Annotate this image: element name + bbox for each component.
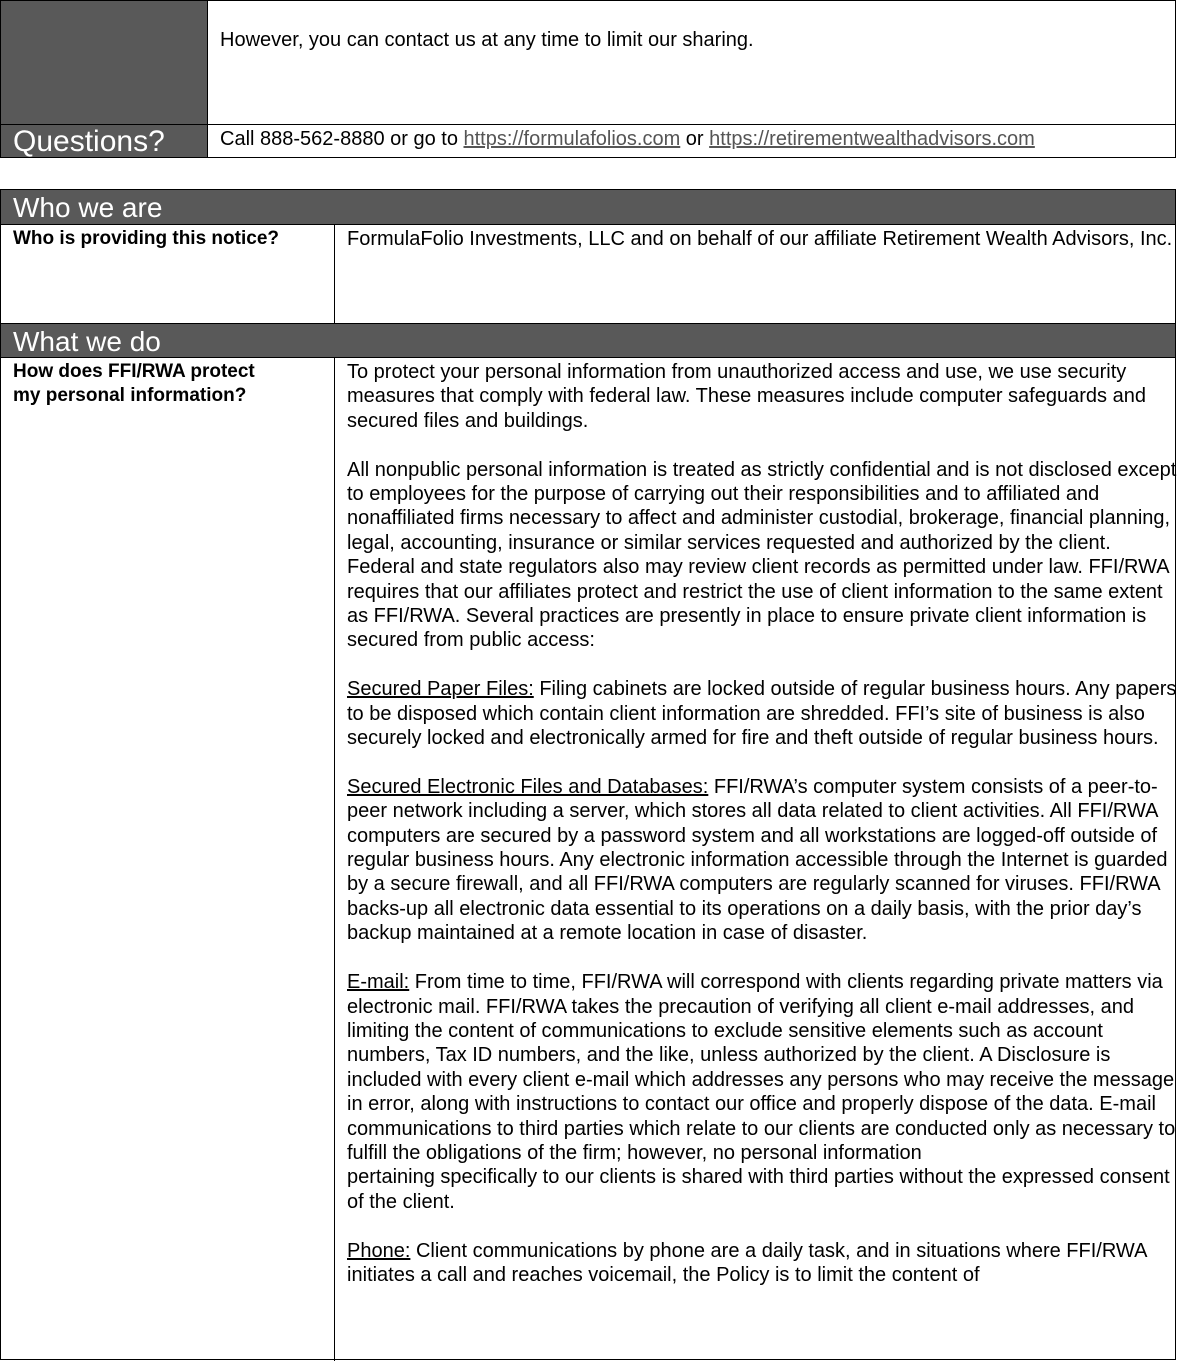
phone-label: Phone: [347, 1239, 411, 1262]
limit-sharing-text: However, you can contact us at any time to limit our sharing. [220, 29, 754, 51]
column-divider [334, 225, 335, 323]
paper-files-label: Secured Paper Files: [347, 678, 534, 701]
what-we-do-title: What we do [13, 326, 161, 357]
shaded-label-cell [1, 1, 208, 125]
column-divider [334, 358, 335, 1361]
email-label: E-mail: [347, 971, 410, 994]
limit-sharing-table [0, 0, 1176, 158]
who-we-are-title: Who we are [13, 192, 163, 223]
protect-question-line1: How does FFI/RWA protect [13, 361, 255, 382]
security-measures-paragraph: To protect your personal information from unauthorized access and use, we use security measures that comply with federal law. These measures include computer safeguards and secured files and buildings. [347, 361, 1146, 432]
who-answer: FormulaFolio Investments, LLC and on behalf of our affiliate Retirement Wealth Advisors, Inc. [347, 228, 1173, 250]
questions-phone-text: Call 888-562-8880 or go to [220, 128, 464, 150]
protect-question-line2: my personal information? [13, 385, 247, 406]
paper-files-text: Filing cabinets are locked outside of regular business hours. Any papers to be disposed which contain client information are shredded. FFI’s site of business is also securely locked and electronically armed for fire and theft outside of regular business hours. [347, 678, 1177, 750]
phone-text: Client communications by phone are a daily task, and in situations where FFI/RWA initiates a call and reaches voicemail, the Policy is to limit the content of [347, 1239, 1147, 1286]
formulafolios-link[interactable]: https://formulafolios.com [463, 128, 681, 150]
email-text: From time to time, FFI/RWA will correspond with clients regarding private matters via electronic mail. FFI/RWA takes the precaution of verifying all client e-mail addresses, and limiting the content of communications to exclude sensitive elements such as account numbers, Tax ID numbers, and the like, unless authorized by the client. A Disclosure is included with every client e-mail which addresses any persons who may receive the message in error, along with instructions to contact our office and properly dispose of the data. E-mail communications to third parties which relate to our clients are conducted only as necessary to fulfill the obligations of the firm; however, no personal information [347, 971, 1176, 1164]
questions-contact-text [220, 127, 1035, 151]
retirementwealthadvisors-link[interactable]: https://retirementwealthadvisors.com [709, 128, 1035, 150]
electronic-files-label: Secured Electronic Files and Databases: [347, 775, 709, 798]
electronic-files-paragraph [347, 775, 1179, 946]
notice-details-table [0, 189, 1176, 1360]
confidentiality-paragraph: All nonpublic personal information is treated as strictly confidential and is not disclosed except to employees for the purpose of carrying out their responsibilities and to affiliated and nonaffiliated firms necessary to affect and administer custodial, brokerage, financial planning, legal, accounting, insurance or similar services requested and authorized by the client. Federal and state regulators also may review client records as permitted under law. FFI/RWA requires that our affiliates protect and restrict the use of client information to the same extent as FFI/RWA. Several practices are presently in place to ensure private client information is secured from public access: [347, 458, 1177, 652]
paper-files-paragraph [347, 677, 1179, 750]
protect-answer [347, 360, 1179, 1287]
email-paragraph [347, 970, 1179, 1214]
questions-label: Questions? [13, 125, 165, 158]
who-question: Who is providing this notice? [13, 228, 279, 249]
electronic-files-text: FFI/RWA’s computer system consists of a peer-to-peer network including a server, which stores all data related to client activities. All FFI/RWA computers are secured by a password system and all workstations are logged-off outside of regular business hours. Any electronic information accessible through the Internet is guarded by a secure firewall, and all FFI/RWA computers are regularly scanned for viruses. FFI/RWA backs-up all electronic data essential to its operations on a daily basis, with the prior day’s backup maintained at a remote location in case of disaster. [347, 775, 1168, 945]
what-we-do-header [1, 323, 1175, 358]
email-text-continued: pertaining specifically to our clients is shared with third parties without the expressed consent of the client. [347, 1166, 1170, 1213]
questions-or-text: or [680, 128, 710, 150]
who-we-are-header [1, 190, 1175, 225]
phone-paragraph [347, 1239, 1179, 1288]
protect-question [13, 360, 255, 408]
